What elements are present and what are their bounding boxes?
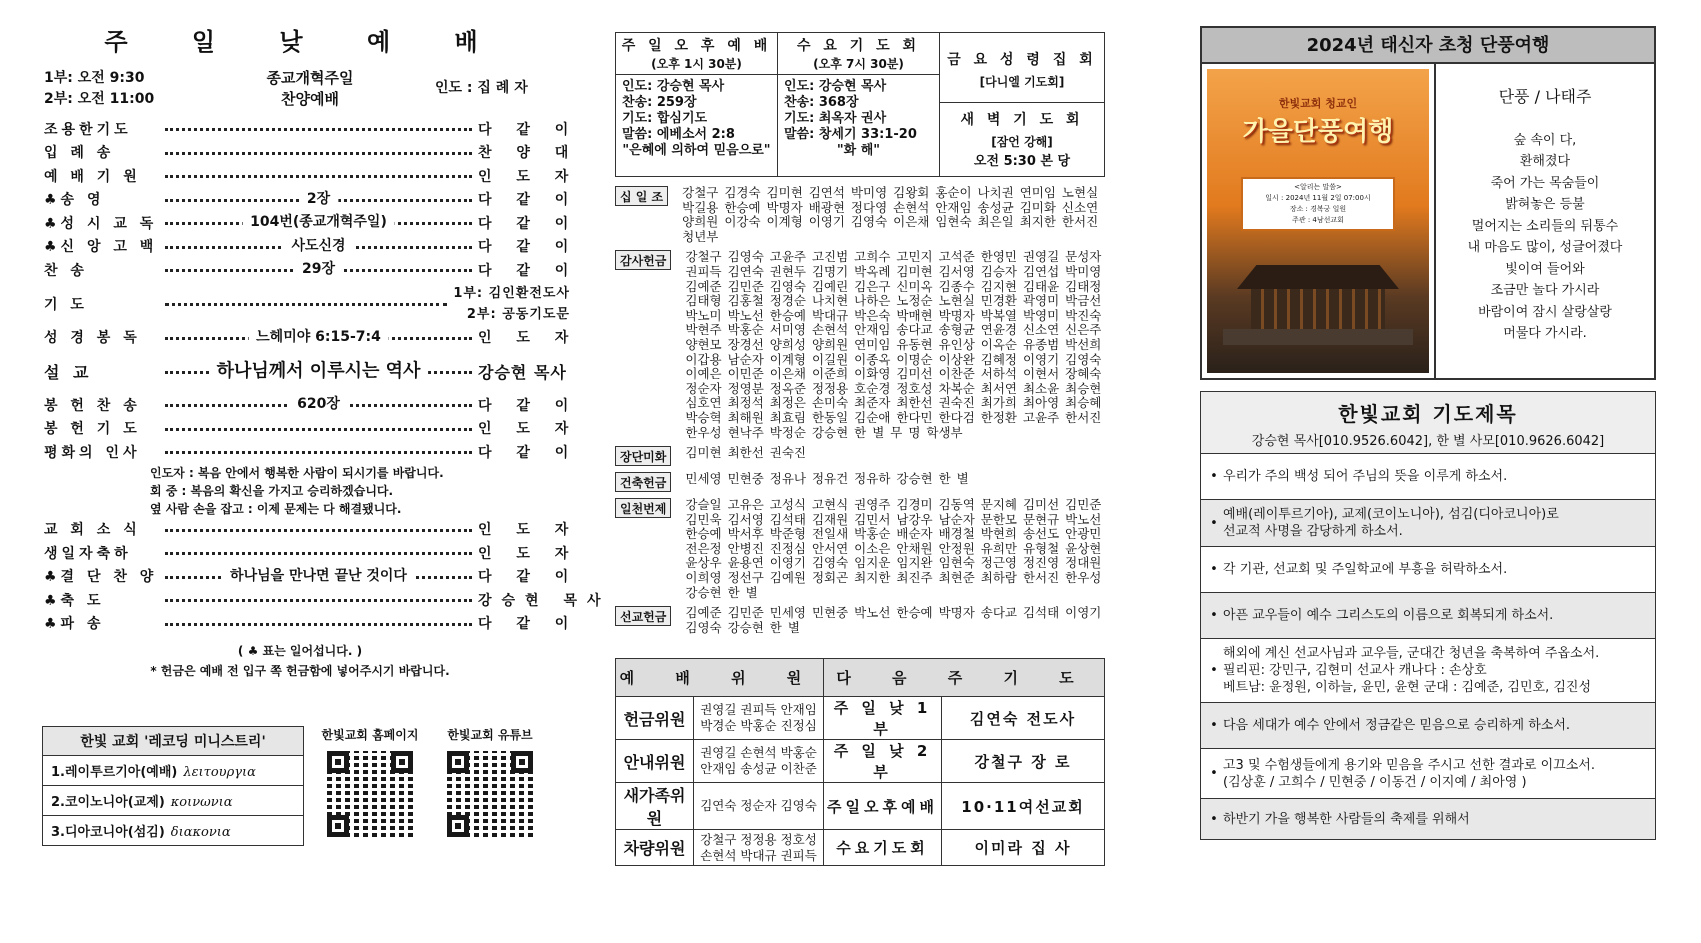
bullet-icon: • bbox=[1210, 663, 1218, 678]
trip-poster: 한빛교회 청교인 가을단풍여행 <알리는 말씀> 일시 : 2024년 11월 2일 07:00시 장소 : 경복궁 일원 주관 : 4남선교회 bbox=[1207, 69, 1429, 373]
poem bbox=[1434, 64, 1654, 378]
palace-roof-icon bbox=[1237, 265, 1399, 289]
bullet-icon: • bbox=[1210, 608, 1218, 623]
offering-names: 강철구 김경숙 김미현 김연석 박미영 김왕회 홍순이 나치권 연미임 노현실 박길용 한승예 박명자 배광현 정다영 손현석 안재임 송성균 김미화 신소연 양희원 이강숙 이계형 이영기 김영숙 이은채 임현숙 최은일 최지한 한서진 청년부 bbox=[682, 185, 1099, 244]
theme-line2: 찬양예배 bbox=[281, 90, 339, 108]
services-table bbox=[615, 32, 1105, 177]
theme-line1: 종교개혁주일 bbox=[266, 69, 354, 87]
recording-title: 한빛 교회 '레코딩 미니스트리' bbox=[43, 727, 303, 756]
preacher: 강승현 목사 bbox=[478, 362, 567, 382]
service-detail: 기도: 합심기도 bbox=[622, 111, 708, 126]
order-list-1 bbox=[30, 117, 579, 282]
prayer-item: • 고3 및 수험생들에게 용기와 믿음을 주시고 선한 결과로 이끄소서. (김상훈 / 고희수 / 민현중 / 이동건 / 이지예 / 최아영 ) bbox=[1201, 749, 1655, 799]
offering-names: 강슬일 고유은 고성식 고현식 권영주 김경미 김동역 문지혜 김미선 김민준 김민욱 김서영 김석태 김재원 김민서 남강우 남순자 문한모 문현규 박노선 한승예 박서후 박준형 전일새 박홍순 배순자 배경철 박현희 송선도 안광민 전은정 안병진 진정심 안서연 이소은 안채원 안정원 유희만 유형철 윤상현 윤상우 윤용연 이영기 김영숙 임지운 임지완 임현숙 정근영 정진영 정대원 이희영 정선구 김예원 정회곤 최지한 최진주 최현준 최하람 한서진 한우성 강승현 한 별 bbox=[685, 497, 1102, 600]
prayer-item: • 해외에 계신 선교사님과 교우들, 군대간 청년을 축복하여 주옵소서. 필리핀: 강민구, 김현미 선교사 캐나다 : 손상호 베트남: 윤정원, 이하늘, 윤민, 윤현 군대 : 김예준, 김민호, 김진성 bbox=[1201, 639, 1655, 703]
peace-notes: 인도자 : 복음 안에서 행복한 사람이 되시기를 바랍니다. 회 중 : 복음의 확신을 가지고 승리하겠습니다. 옆 사람 손을 잡고 : 이제 문제는 다 해결됐니다. bbox=[150, 465, 444, 516]
bullet-icon: • bbox=[1210, 766, 1218, 781]
recording-item[interactable]: 1.레이투르기아(예배) λειτουργια bbox=[43, 756, 303, 786]
prayer-item: • 예배(레이투르기아), 교제(코이노니아), 섬김(디아코니아)로 선교적 사명을 감당하게 하소서. bbox=[1201, 500, 1655, 547]
service-detail: "은혜에 의하여 믿음으로" bbox=[622, 143, 771, 158]
service-detail: 인도: 강승현 목사 bbox=[622, 79, 725, 94]
prayer-2bu: 2부: 공동기도문 bbox=[466, 306, 570, 322]
order-row-prayer: 기 도 1부: 김인환전도사 2부: 공동기도문 bbox=[30, 282, 570, 326]
offering-label: 건축헌금 bbox=[615, 472, 671, 492]
service-detail: 찬송: 368장 bbox=[784, 95, 859, 110]
offering-group bbox=[615, 186, 1105, 244]
offering-names: 김미현 최한선 권숙진 bbox=[685, 445, 806, 461]
homepage-qr[interactable]: 한빛교회 홈페이지 bbox=[312, 726, 428, 837]
prayer-item: • 각 기관, 선교회 및 주일학교에 부흥을 허락하소서. bbox=[1201, 547, 1655, 593]
service-times bbox=[30, 67, 570, 117]
order-row: ♣축 도 강승현 목사 bbox=[44, 592, 611, 609]
poster-headline: 가을단풍여행 bbox=[1242, 117, 1394, 147]
offering-label: 십 일 조 bbox=[615, 186, 668, 206]
service-detail: 기도: 최옥자 권사 bbox=[784, 111, 887, 126]
order-row: ♣성 시 교 독 104번(종교개혁주일) 다 같 이 bbox=[30, 211, 570, 235]
bullet-icon: • bbox=[1210, 469, 1218, 484]
service-detail: 말씀: 에베소서 2:8 bbox=[622, 127, 735, 142]
offering-label: 일천번제 bbox=[615, 498, 671, 518]
bullet-icon: • bbox=[1210, 718, 1218, 733]
bullet-icon: • bbox=[1210, 515, 1218, 531]
worship-order-column bbox=[30, 0, 611, 840]
offering-names: 민세영 민현중 정유나 정유건 정유하 강승현 한 별 bbox=[685, 471, 969, 487]
footnote: ( ♣ 표는 일어섭니다. ) * 헌금은 예배 전 입구 쪽 헌금함에 넣어주시기 바랍니다. bbox=[150, 644, 450, 678]
poem-line: 환해졌다 bbox=[1519, 154, 1571, 169]
prayer-item: • 아픈 교우들이 예수 그리스도의 이름으로 회복되게 하소서. bbox=[1201, 593, 1655, 639]
next-prayer-title: 다 음 주 기 도 bbox=[824, 659, 1105, 697]
qr-code-icon[interactable] bbox=[447, 751, 533, 837]
service-detail: 인도: 강승현 목사 bbox=[784, 79, 887, 94]
service1-time: 1부: 오전 9:30 bbox=[44, 70, 145, 86]
committee-row: 차량위원 강철구 정정용 정호성 손현석 박대규 권피득 수요기도회 이미라 집 사 bbox=[616, 830, 1105, 866]
poem-line: 조금만 놀다 가시라 bbox=[1490, 283, 1600, 298]
prayer-topics-box bbox=[1200, 391, 1656, 840]
offering-label: 선교헌금 bbox=[615, 606, 671, 626]
service2-time: 2부: 오전 11:00 bbox=[44, 91, 155, 107]
committee-row: 새가족위원 김연숙 정순자 김영숙 주일오후예배 10·11여선교회 bbox=[616, 783, 1105, 830]
poem-line: 빛이여 들어와 bbox=[1505, 261, 1585, 277]
order-row: ♣파 송 다 같 이 bbox=[44, 616, 579, 633]
poem-line: 바람이여 잠시 살랑살랑 bbox=[1478, 304, 1612, 320]
worship-title: 주 일 낮 예 배 bbox=[104, 28, 506, 56]
offering-group bbox=[615, 606, 1105, 635]
offering-names: 강철구 김영숙 고윤주 고진범 고희수 고민지 고석준 한영민 권영길 문성자 권피득 김연숙 권현두 김명기 박옥례 김미현 김서영 김승자 김연섭 박미영 김예준 김민준 김영숙 김예린 김은구 신미옥 김종수 김지현 김태윤 김태정 김태형 김홍철 정경순 나치현 나하은 노정순 노현실 민경환 곽영미 박금선 박노미 박노선 한승예 박대규 박은숙 박매현 박명자 박복열 박영미 박진숙 박현주 박홍순 서미영 손현석 안재임 송다교 송형균 연윤경 신소연 신은주 양현모 장경선 양희성 양희원 연미임 유동현 유인상 이옥순 유종범 박선희 이갑용 남순자 이계형 이길원 이종옥 이명순 이상완 김혜정 이영기 김영숙 이예은 이민준 이은채 이준희 이화영 김미선 이찬준 서하석 이현서 장혜숙 정순자 정영분 정옥준 정정용 호순경 정호성 차복순 최서연 최소윤 최승현 심호연 최정석 최정은 손미숙 최준자 최한선 권숙진 최가희 최아영 최승혜 박승혁 최해원 최효림 한동일 김순애 한다민 한다검 한정환 고윤주 한서진 한우성 현낙주 박정순 강승현 한 별 무 명 학생부 bbox=[685, 249, 1102, 440]
trip-title: 2024년 태신자 초청 단풍여행 bbox=[1202, 28, 1654, 64]
committee-row: 헌금위원 권영길 권피득 안재임 박경순 박홍순 진정심 주 일 낮 1 부 김연숙 전도사 bbox=[616, 697, 1105, 740]
prayer-topics-title: 한빛교회 기도제목 bbox=[1201, 392, 1655, 427]
order-row: 입 례 송 찬 양 대 bbox=[44, 145, 579, 162]
service-detail: "화 해" bbox=[836, 143, 881, 158]
prayer-item: • 우리가 주의 백성 되어 주님의 뜻을 이루게 하소서. bbox=[1201, 454, 1655, 500]
order-row: 봉 헌 찬 송 620장 다 같 이 bbox=[30, 393, 570, 417]
poem-line: 밝혀놓은 등불 bbox=[1505, 197, 1585, 212]
poem-line: 내 마음도 많이, 성글어졌다 bbox=[1467, 240, 1623, 255]
order-row: 봉 헌 기 도 인 도 자 bbox=[44, 421, 579, 438]
order-row-sermon: 설 교 하나님께서 이루시는 역사 강승현 목사 bbox=[30, 349, 570, 393]
bullet-icon: • bbox=[1210, 811, 1218, 827]
order-row: 생일자축하 인 도 자 bbox=[44, 545, 579, 562]
order-row: 교 회 소 식 인 도 자 bbox=[44, 522, 579, 539]
qr-code-icon[interactable] bbox=[327, 751, 413, 837]
prayer-item: • 하반기 가을 행복한 사람들의 축제를 위해서 bbox=[1201, 799, 1655, 839]
offering-label: 장단미화 bbox=[615, 446, 671, 466]
bullet-icon: • bbox=[1210, 562, 1218, 577]
offering-group bbox=[615, 250, 1105, 440]
recording-item[interactable]: 2.코이노니아(교제) κοινωνια bbox=[43, 786, 303, 816]
offering-group bbox=[615, 472, 1105, 492]
service-detail: 말씀: 창세기 33:1-20 bbox=[784, 127, 917, 142]
order-row: 찬 송 29장 다 같 이 bbox=[30, 258, 570, 282]
order-row: ♣신 앙 고 백 사도신경 다 같 이 bbox=[30, 235, 570, 259]
order-row: 평화의 인사 다 같 이 bbox=[44, 444, 579, 461]
order-row: ♣결 단 찬 양 하나님을 만나면 끝난 것이다 다 같 이 bbox=[30, 565, 570, 589]
order-row: 예 배 기 원 인 도 자 bbox=[44, 168, 579, 185]
poem-title: 단풍 / 나태주 bbox=[1498, 87, 1592, 106]
poem-line: 죽어 가는 목숨들이 bbox=[1490, 175, 1600, 191]
pastor-contact: 강승현 목사[010.9526.6042], 한 별 사모[010.9626.6042] bbox=[1201, 427, 1655, 454]
prayer-1bu: 1부: 김인환전도사 bbox=[453, 285, 570, 301]
sermon-title: 하나님께서 이루시는 역사 bbox=[209, 356, 429, 382]
recording-item[interactable]: 3.디아코니아(섬김) διακονια bbox=[51, 825, 231, 840]
youtube-qr[interactable]: 한빛교회 유튜브 bbox=[432, 726, 548, 837]
committee-row: 안내위원 권영길 손현석 박홍순 안재임 송성균 이찬준 주 일 낮 2 부 강철구 장 로 bbox=[616, 740, 1105, 783]
palace-hall-icon bbox=[1251, 289, 1385, 329]
order-list-3 bbox=[30, 518, 611, 636]
order-row: 조용한기도 다 같 이 bbox=[44, 121, 579, 138]
offering-group bbox=[615, 446, 1105, 466]
poem-line: 멀어지는 소리들의 뒤통수 bbox=[1471, 218, 1619, 234]
offering-groups bbox=[615, 186, 1105, 641]
order-row: ♣송 영 2장 다 같 이 bbox=[30, 188, 570, 212]
prayer-item: • 다음 세대가 예수 안에서 정금같은 믿음으로 승리하게 하소서. bbox=[1201, 703, 1655, 749]
service-detail: 찬송: 259장 bbox=[622, 95, 697, 110]
afternoon-service: 주 일 오 후 예 배 (오후 1시 30분) 인도: 강승현 목사 찬송: 259장 기도: 합심기도 말씀: 에베소서 2:8 "은혜에 의하여 믿음으로" bbox=[616, 33, 778, 177]
poem-line: 머물다 가시라. bbox=[1503, 326, 1587, 341]
recording-ministry-box bbox=[42, 726, 304, 846]
order-list-2 bbox=[30, 393, 579, 464]
offering-group bbox=[615, 498, 1105, 600]
poster-info-card: <알리는 말씀> 일시 : 2024년 11월 2일 07:00시 장소 : 경복궁 일원 주관 : 4남선교회 bbox=[1241, 177, 1395, 231]
wednesday-service: 수 요 기 도 회 (오후 7시 30분) 인도: 강승현 목사 찬송: 368장 기도: 최옥자 권사 말씀: 창세기 33:1-20 "화 해" bbox=[778, 33, 940, 177]
autumn-trip-box bbox=[1200, 26, 1656, 380]
order-row-scripture: 성 경 봉 독 느헤미야 6:15-7:4 인 도 자 bbox=[30, 326, 570, 350]
offering-label: 감사헌금 bbox=[615, 250, 671, 270]
poem-line: 숲 속이 다, bbox=[1513, 132, 1577, 148]
friday-dawn-services: 금 요 성 령 집 회 [다니엘 기도회] 새 벽 기 도 회 [잠언 강해] 오전 5:30 본 당 bbox=[940, 33, 1105, 177]
committee-title: 예 배 위 원 bbox=[616, 659, 824, 697]
leader-label: 인도 : 집 례 자 bbox=[435, 80, 528, 96]
offering-names: 김예준 김민준 민세영 민현중 박노선 한승예 박명자 송다교 김석태 이영기 김영숙 강승현 한 별 bbox=[685, 605, 1102, 635]
committee-table bbox=[615, 658, 1105, 866]
